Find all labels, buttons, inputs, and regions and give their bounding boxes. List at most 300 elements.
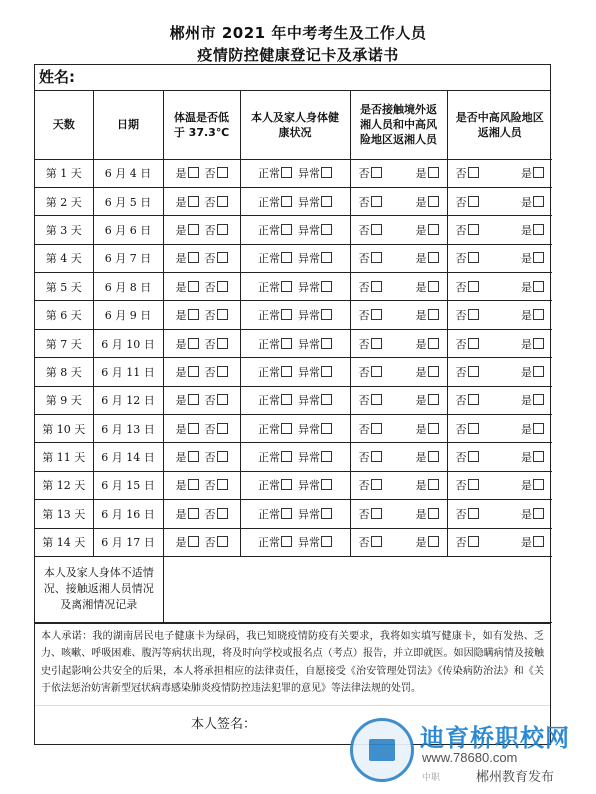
checkbox-icon[interactable] [188,508,199,519]
checkbox-icon[interactable] [217,451,228,462]
checkbox-icon[interactable] [188,309,199,320]
checkbox-icon[interactable] [468,224,479,235]
checkbox-option[interactable] [416,421,439,437]
checkbox-icon[interactable] [468,451,479,462]
risk-cell [447,216,552,244]
checkbox-icon[interactable] [533,252,544,263]
checkbox-option[interactable] [456,421,479,437]
checkbox-option[interactable] [205,477,228,493]
checkbox-icon[interactable] [428,338,439,349]
day-cell: 第 7 天 [35,329,93,357]
checkbox-option[interactable] [521,250,544,266]
checkbox-option[interactable] [456,194,479,210]
checkbox-option[interactable] [521,392,544,408]
checkbox-option[interactable] [521,534,544,550]
checkbox-icon[interactable] [468,479,479,490]
day-cell: 第 3 天 [35,216,93,244]
option-label: 正常 [258,280,280,294]
checkbox-option[interactable] [359,165,382,181]
checkbox-icon[interactable] [371,394,382,405]
checkbox-icon[interactable] [217,423,228,434]
checkbox-option[interactable] [176,165,199,181]
checkbox-icon[interactable] [281,224,292,235]
checkbox-option[interactable] [456,279,479,295]
checkbox-option[interactable] [205,250,228,266]
checkbox-icon[interactable] [321,167,332,178]
checkbox-option[interactable] [176,364,199,380]
checkbox-option[interactable] [359,392,382,408]
checkbox-icon[interactable] [371,196,382,207]
date-cell: 6 月 9 日 [93,301,163,329]
option-label: 是 [175,309,187,323]
risk-cell [447,244,552,272]
checkbox-option[interactable] [416,336,439,352]
checkbox-icon[interactable] [371,252,382,263]
option-label: 是 [415,252,427,266]
checkbox-icon[interactable] [533,536,544,547]
checkbox-icon[interactable] [428,224,439,235]
checkbox-option[interactable] [521,364,544,380]
table-row [35,358,552,386]
option-label: 异常 [298,536,320,550]
checkbox-icon[interactable] [188,451,199,462]
temp-cell [163,187,240,215]
table-row [35,471,552,499]
checkbox-option[interactable] [258,477,292,493]
checkbox-icon[interactable] [188,281,199,292]
checkbox-icon[interactable] [188,224,199,235]
checkbox-option[interactable] [258,392,292,408]
checkbox-option[interactable] [298,364,332,380]
checkbox-icon[interactable] [217,479,228,490]
checkbox-option[interactable] [205,506,228,522]
checkbox-option[interactable] [456,250,479,266]
checkbox-option[interactable] [521,194,544,210]
checkbox-option[interactable] [258,449,292,465]
temp-cell [163,329,240,357]
option-label: 正常 [258,252,280,266]
option-label: 是 [521,223,532,237]
checkbox-option[interactable] [416,534,439,550]
checkbox-icon[interactable] [371,479,382,490]
checkbox-icon[interactable] [321,224,332,235]
checkbox-option[interactable] [176,506,199,522]
option-label: 否 [204,337,216,351]
checkbox-option[interactable] [298,477,332,493]
checkbox-icon[interactable] [321,281,332,292]
checkbox-option[interactable] [521,279,544,295]
option-label: 否 [358,507,370,521]
checkbox-icon[interactable] [217,252,228,263]
checkbox-option[interactable] [176,392,199,408]
option-label: 是 [415,223,427,237]
checkbox-icon[interactable] [188,394,199,405]
checkbox-option[interactable] [205,364,228,380]
option-label: 否 [455,195,467,209]
option-label: 正常 [258,309,280,323]
day-cell: 第 12 天 [35,471,93,499]
checkbox-option[interactable] [416,506,439,522]
checkbox-option[interactable] [359,250,382,266]
checkbox-option[interactable] [456,222,479,238]
checkbox-icon[interactable] [217,309,228,320]
checkbox-icon[interactable] [321,508,332,519]
checkbox-option[interactable] [298,421,332,437]
checkbox-option[interactable] [258,421,292,437]
checkbox-icon[interactable] [371,224,382,235]
risk-cell [447,159,552,187]
checkbox-icon[interactable] [533,281,544,292]
checkbox-option[interactable] [205,421,228,437]
checkbox-option[interactable] [359,534,382,550]
option-label: 否 [455,167,467,181]
header-day: 天数 [35,91,93,159]
checkbox-option[interactable] [258,222,292,238]
checkbox-icon[interactable] [428,366,439,377]
checkbox-option[interactable] [298,336,332,352]
checkbox-option[interactable] [298,449,332,465]
risk-cell [447,301,552,329]
option-label: 异常 [298,195,320,209]
date-cell: 6 月 7 日 [93,244,163,272]
checkbox-option[interactable] [176,307,199,323]
checkbox-icon[interactable] [371,366,382,377]
checkbox-icon[interactable] [188,423,199,434]
option-label: 是 [175,195,187,209]
date-cell: 6 月 6 日 [93,216,163,244]
checkbox-icon[interactable] [217,196,228,207]
checkbox-icon[interactable] [321,479,332,490]
checkbox-option[interactable] [258,307,292,323]
promise-text: 本人承诺：我的湖南居民电子健康卡为绿码，我已知晓疫情防疫有关要求，我将如实填写健康卡，如有发热、乏力、咳嗽、呼吸困难、腹泻等病状出现，将及时向学校或报名点（考点）报告，并立即就医。如因隐瞒病情及接触史引起影响公共安全的后果，本人将承担相应的法律责任，自愿接受《治安管理处罚法》《传染病防治法》和《关于依法惩治妨害新型冠状病毒感染肺炎疫情防控违法犯罪的意见》等法律法规的处罚。 [35,623,550,705]
checkbox-icon[interactable] [217,394,228,405]
checkbox-option[interactable] [416,194,439,210]
checkbox-icon[interactable] [533,196,544,207]
checkbox-icon[interactable] [533,167,544,178]
checkbox-option[interactable] [359,336,382,352]
checkbox-icon[interactable] [217,536,228,547]
checkbox-icon[interactable] [217,366,228,377]
checkbox-option[interactable] [176,477,199,493]
option-label: 否 [455,479,467,493]
checkbox-icon[interactable] [217,508,228,519]
checkbox-option[interactable] [359,364,382,380]
checkbox-icon[interactable] [188,338,199,349]
option-label: 异常 [298,252,320,266]
contact-cell [350,244,447,272]
day-cell: 第 11 天 [35,443,93,471]
checkbox-option[interactable] [359,477,382,493]
option-label: 是 [175,280,187,294]
checkbox-icon[interactable] [371,281,382,292]
checkbox-option[interactable] [359,506,382,522]
checkbox-option[interactable] [298,194,332,210]
health-cell [240,358,350,386]
checkbox-icon[interactable] [428,451,439,462]
checkbox-icon[interactable] [281,167,292,178]
checkbox-option[interactable] [416,165,439,181]
checkbox-icon[interactable] [281,252,292,263]
checkbox-option[interactable] [521,336,544,352]
checkbox-icon[interactable] [281,479,292,490]
checkbox-option[interactable] [205,279,228,295]
checkbox-option[interactable] [258,534,292,550]
checkbox-icon[interactable] [468,423,479,434]
checkbox-option[interactable] [205,392,228,408]
checkbox-option[interactable] [456,165,479,181]
checkbox-icon[interactable] [428,309,439,320]
checkbox-icon[interactable] [281,366,292,377]
checkbox-icon[interactable] [428,281,439,292]
family-record-label: 本人及家人身体不适情况、接触返湘人员情况及离湘情况记录 [35,556,163,622]
document-title [0,22,596,66]
checkbox-icon[interactable] [468,167,479,178]
option-label: 是 [521,252,532,266]
option-label: 异常 [298,337,320,351]
temp-cell [163,471,240,499]
option-label: 异常 [298,223,320,237]
checkbox-icon[interactable] [428,536,439,547]
checkbox-icon[interactable] [321,338,332,349]
checkbox-icon[interactable] [428,252,439,263]
option-label: 否 [204,422,216,436]
date-cell: 6 月 12 日 [93,386,163,414]
checkbox-option[interactable] [205,534,228,550]
checkbox-icon[interactable] [321,451,332,462]
checkbox-option[interactable] [298,307,332,323]
checkbox-icon[interactable] [428,196,439,207]
checkbox-icon[interactable] [533,423,544,434]
checkbox-option[interactable] [521,506,544,522]
checkbox-option[interactable] [298,534,332,550]
checkbox-icon[interactable] [217,167,228,178]
checkbox-icon[interactable] [533,309,544,320]
checkbox-option[interactable] [298,165,332,181]
checkbox-icon[interactable] [281,338,292,349]
checkbox-option[interactable] [416,307,439,323]
checkbox-icon[interactable] [428,479,439,490]
checkbox-icon[interactable] [321,252,332,263]
checkbox-option[interactable] [359,307,382,323]
checkbox-icon[interactable] [321,196,332,207]
date-cell: 6 月 5 日 [93,187,163,215]
checkbox-icon[interactable] [533,338,544,349]
checkbox-option[interactable] [359,421,382,437]
checkbox-option[interactable] [456,477,479,493]
checkbox-option[interactable] [205,165,228,181]
checkbox-icon[interactable] [468,281,479,292]
checkbox-option[interactable] [298,506,332,522]
contact-cell [350,443,447,471]
checkbox-option[interactable] [176,449,199,465]
checkbox-option[interactable] [258,336,292,352]
checkbox-option[interactable] [359,279,382,295]
option-label: 否 [204,195,216,209]
option-label: 是 [175,479,187,493]
checkbox-icon[interactable] [217,281,228,292]
option-label: 是 [521,365,532,379]
checkbox-option[interactable] [416,449,439,465]
checkbox-option[interactable] [456,364,479,380]
checkbox-icon[interactable] [281,536,292,547]
checkbox-option[interactable] [258,194,292,210]
checkbox-icon[interactable] [321,536,332,547]
contact-cell [350,273,447,301]
checkbox-icon[interactable] [533,394,544,405]
checkbox-option[interactable] [298,392,332,408]
checkbox-icon[interactable] [468,196,479,207]
checkbox-option[interactable] [258,250,292,266]
checkbox-option[interactable] [456,336,479,352]
checkbox-option[interactable] [456,392,479,408]
header-temp: 体温是否低于 37.3℃ [163,91,240,159]
checkbox-option[interactable] [176,421,199,437]
checkbox-icon[interactable] [468,536,479,547]
checkbox-option[interactable] [521,307,544,323]
checkbox-icon[interactable] [217,224,228,235]
checkbox-icon[interactable] [188,536,199,547]
checkbox-icon[interactable] [371,338,382,349]
checkbox-icon[interactable] [533,451,544,462]
checkbox-icon[interactable] [281,196,292,207]
checkbox-icon[interactable] [281,508,292,519]
checkbox-option[interactable] [416,250,439,266]
checkbox-icon[interactable] [371,508,382,519]
checkbox-icon[interactable] [188,167,199,178]
checkbox-option[interactable] [176,279,199,295]
checkbox-option[interactable] [176,336,199,352]
checkbox-option[interactable] [416,392,439,408]
checkbox-option[interactable] [258,279,292,295]
checkbox-option[interactable] [416,364,439,380]
checkbox-option[interactable] [176,194,199,210]
checkbox-option[interactable] [416,279,439,295]
checkbox-icon[interactable] [321,394,332,405]
checkbox-icon[interactable] [533,479,544,490]
checkbox-icon[interactable] [188,252,199,263]
table-row [35,273,552,301]
checkbox-icon[interactable] [188,196,199,207]
checkbox-icon[interactable] [428,394,439,405]
checkbox-icon[interactable] [321,366,332,377]
checkbox-icon[interactable] [533,366,544,377]
header-health: 本人及家人身体健康状况 [240,91,350,159]
date-cell: 6 月 16 日 [93,500,163,528]
temp-cell [163,216,240,244]
checkbox-icon[interactable] [371,167,382,178]
checkbox-icon[interactable] [188,479,199,490]
checkbox-option[interactable] [456,534,479,550]
checkbox-icon[interactable] [468,508,479,519]
checkbox-icon[interactable] [428,167,439,178]
checkbox-option[interactable] [205,307,228,323]
checkbox-icon[interactable] [321,309,332,320]
checkbox-option[interactable] [456,307,479,323]
checkbox-icon[interactable] [371,309,382,320]
checkbox-option[interactable] [258,165,292,181]
checkbox-icon[interactable] [321,423,332,434]
checkbox-option[interactable] [176,250,199,266]
checkbox-icon[interactable] [281,394,292,405]
checkbox-icon[interactable] [281,309,292,320]
checkbox-icon[interactable] [468,252,479,263]
day-cell: 第 10 天 [35,415,93,443]
checkbox-option[interactable] [359,222,382,238]
checkbox-icon[interactable] [468,338,479,349]
checkbox-option[interactable] [456,506,479,522]
checkbox-option[interactable] [205,222,228,238]
temp-cell [163,273,240,301]
checkbox-icon[interactable] [468,394,479,405]
checkbox-option[interactable] [521,477,544,493]
checkbox-option[interactable] [359,449,382,465]
header-contact: 是否接触境外返湘人员和中高风险地区返湘人员 [350,91,447,159]
option-label: 正常 [258,195,280,209]
option-label: 否 [455,365,467,379]
checkbox-option[interactable] [416,222,439,238]
family-record-field[interactable] [163,556,552,622]
checkbox-option[interactable] [359,194,382,210]
table-header-row [35,91,552,159]
checkbox-icon[interactable] [281,423,292,434]
checkbox-option[interactable] [205,336,228,352]
health-cell [240,301,350,329]
checkbox-option[interactable] [176,222,199,238]
checkbox-option[interactable] [521,222,544,238]
date-cell: 6 月 17 日 [93,528,163,556]
checkbox-option[interactable] [298,250,332,266]
checkbox-icon[interactable] [188,366,199,377]
checkbox-icon[interactable] [217,338,228,349]
option-label: 否 [358,252,370,266]
option-label: 是 [415,309,427,323]
date-cell: 6 月 15 日 [93,471,163,499]
title-line-1: 郴州市 2021 年中考考生及工作人员 [169,24,427,42]
checkbox-icon[interactable] [428,508,439,519]
checkbox-option[interactable] [521,449,544,465]
checkbox-icon[interactable] [371,536,382,547]
checkbox-option[interactable] [205,449,228,465]
checkbox-option[interactable] [298,279,332,295]
checkbox-icon[interactable] [428,423,439,434]
checkbox-option[interactable] [176,534,199,550]
checkbox-icon[interactable] [371,451,382,462]
checkbox-option[interactable] [298,222,332,238]
checkbox-icon[interactable] [533,508,544,519]
option-label: 否 [358,365,370,379]
checkbox-icon[interactable] [281,281,292,292]
checkbox-option[interactable] [205,194,228,210]
checkbox-icon[interactable] [533,224,544,235]
risk-cell [447,528,552,556]
table-row [35,415,552,443]
checkbox-option[interactable] [258,364,292,380]
checkbox-icon[interactable] [468,309,479,320]
checkbox-icon[interactable] [468,366,479,377]
checkbox-option[interactable] [521,421,544,437]
temp-cell [163,358,240,386]
option-label: 否 [455,337,467,351]
checkbox-icon[interactable] [281,451,292,462]
checkbox-option[interactable] [258,506,292,522]
health-cell [240,187,350,215]
contact-cell [350,500,447,528]
checkbox-option[interactable] [456,449,479,465]
checkbox-option[interactable] [416,477,439,493]
checkbox-option[interactable] [521,165,544,181]
name-field[interactable] [35,65,550,91]
checkbox-icon[interactable] [371,423,382,434]
